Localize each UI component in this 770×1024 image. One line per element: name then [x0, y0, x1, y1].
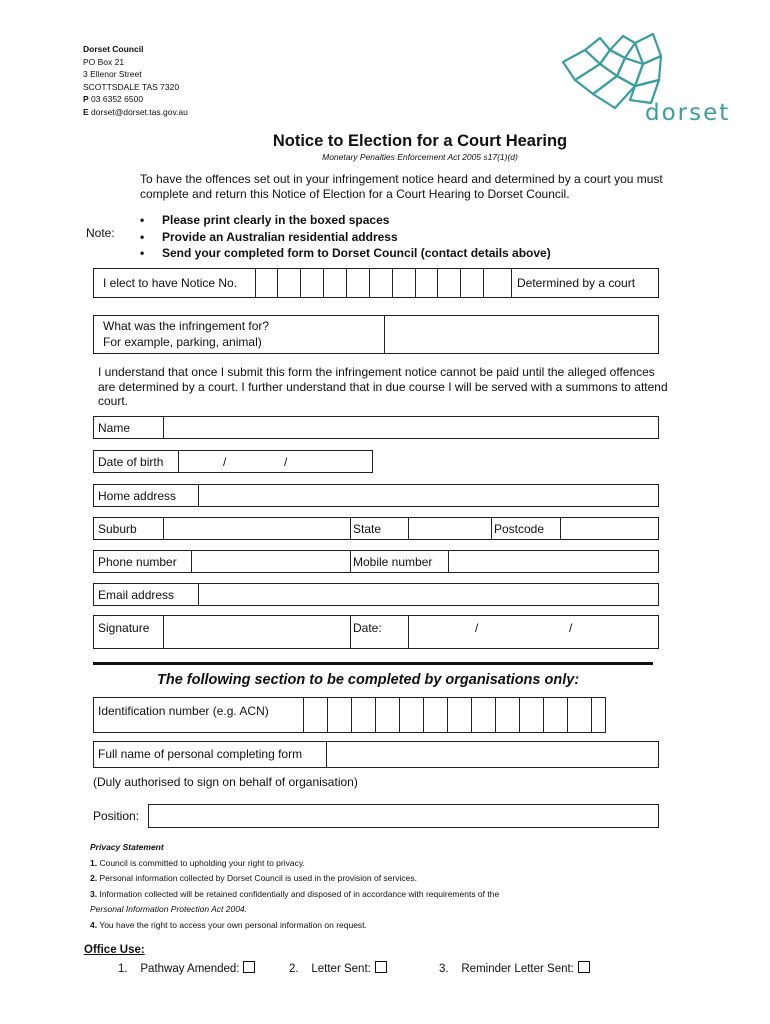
office-item-label: Pathway Amended:: [140, 963, 240, 975]
declaration-text: I understand that once I submit this form the infringement notice cannot be paid until the alleged offences are determined by a court. I further understand that in due course I will be served with a summons to attend court.: [98, 365, 668, 408]
notice-digit-box[interactable]: [460, 269, 483, 297]
postcode-label: Postcode: [494, 522, 545, 536]
phone-value: 03 6352 6500: [91, 94, 144, 104]
phone-prefix: P: [83, 94, 89, 104]
office-item-label: Reminder Letter Sent:: [461, 963, 574, 975]
email-value: dorset@dorset.tas.gov.au: [91, 106, 188, 117]
mobile-label: Mobile number: [353, 555, 433, 569]
notice-number-boxes: [255, 269, 512, 297]
notice-digit-box[interactable]: [369, 269, 392, 297]
org-id-digit-box[interactable]: [303, 698, 327, 732]
notice-suffix: Determined by a court: [517, 276, 636, 290]
note-item-text: Please print clearly in the boxed spaces: [162, 213, 390, 227]
postcode-input[interactable]: [560, 518, 660, 539]
signature-input[interactable]: [163, 616, 351, 648]
privacy-act: Personal Information Protection Act 2004.: [90, 904, 248, 914]
email-input[interactable]: [198, 584, 660, 605]
privacy-title: Privacy Statement: [90, 842, 164, 852]
notice-digit-box[interactable]: [415, 269, 438, 297]
phone-label: Phone number: [98, 555, 177, 569]
privacy-item-text: Information collected will be retained confidentially and disposed of in accordance with requirements of the: [99, 888, 500, 899]
address-city: SCOTTSDALE TAS 7320: [83, 81, 180, 92]
privacy-item: [90, 918, 690, 934]
intro-text: To have the offences set out in your infringement notice heard and determined by a court you must complete and return this Notice of Election for a Court Hearing to Dorset Council.: [140, 172, 663, 201]
position-input[interactable]: [148, 804, 659, 828]
signature-row: [93, 615, 659, 649]
address-phone: [83, 93, 188, 106]
letter-sent-checkbox[interactable]: [375, 961, 387, 973]
reminder-letter-checkbox[interactable]: [578, 961, 590, 973]
notice-digit-box[interactable]: [346, 269, 369, 297]
office-use-title: Office Use:: [84, 944, 145, 956]
name-label: Name: [98, 421, 131, 435]
address-street: 3 Ellenor Street: [83, 69, 142, 79]
section-divider: [93, 662, 653, 665]
org-id-digit-box[interactable]: [567, 698, 591, 732]
notice-number-row: [93, 268, 659, 298]
infringement-label-line: For example, parking, animal): [103, 335, 262, 349]
org-id-row: [93, 697, 606, 733]
infringement-label: [103, 318, 269, 350]
note-label: Note:: [86, 226, 115, 240]
name-input[interactable]: [163, 417, 660, 438]
email-prefix: E: [83, 106, 89, 117]
privacy-item-text: Personal information collected by Dorset Council is used in the provision of services.: [99, 873, 417, 883]
dob-input[interactable]: [178, 451, 374, 472]
note-list: [140, 212, 551, 262]
org-id-digit-box[interactable]: [423, 698, 447, 732]
infringement-row: [93, 315, 659, 354]
org-section-title: The following section to be completed by organisations only:: [157, 672, 580, 688]
dob-separator: /: [223, 455, 227, 469]
signature-label: Signature: [98, 621, 150, 635]
infringement-label-line: What was the infringement for?: [103, 319, 270, 333]
org-id-digit-box[interactable]: [375, 698, 399, 732]
suburb-label: Suburb: [98, 522, 137, 536]
note-label-text: Note: [86, 226, 112, 240]
privacy-item-text: You have the right to access your own personal information on request.: [99, 919, 367, 930]
council-address: [83, 43, 188, 118]
office-item-num: 2.: [289, 963, 299, 975]
notice-digit-box[interactable]: [300, 269, 323, 297]
org-id-digit-box[interactable]: [447, 698, 471, 732]
page-title: Notice to Election for a Court Hearing: [272, 132, 568, 150]
org-id-digit-box[interactable]: [591, 698, 615, 732]
notice-digit-box[interactable]: [483, 269, 512, 297]
phone-input[interactable]: [191, 551, 351, 572]
note-item-text: Provide an Australian residential address: [162, 229, 398, 244]
org-id-digit-box[interactable]: [351, 698, 375, 732]
privacy-statement: [90, 840, 690, 933]
org-id-digit-box[interactable]: [327, 698, 351, 732]
phone-row: [93, 550, 659, 573]
org-id-digit-box[interactable]: [543, 698, 567, 732]
page-subtitle: Monetary Penalties Enforcement Act 2005 s17(1)(d): [322, 152, 518, 162]
note-item: • Please print clearly in the boxed spaces: [140, 213, 390, 227]
dob-label: Date of birth: [98, 455, 164, 469]
org-authorised-note: (Duly authorised to sign on behalf of organisation): [93, 775, 358, 789]
home-address-input[interactable]: [198, 485, 660, 506]
mobile-input[interactable]: [448, 551, 660, 572]
date-label: Date:: [353, 621, 382, 635]
office-item-num: 1.: [118, 963, 128, 975]
logo-wordmark: dorset: [645, 100, 731, 126]
home-address-label: Home address: [98, 489, 177, 503]
org-fullname-label: Full name of personal completing form: [98, 747, 303, 761]
email-label: Email address: [98, 588, 175, 602]
org-id-digit-box[interactable]: [471, 698, 495, 732]
note-item-text: Send your completed form to Dorset Council (contact details above): [162, 246, 551, 260]
privacy-item-num: 1.: [90, 857, 98, 868]
org-id-digit-box[interactable]: [519, 698, 543, 732]
email-row: [93, 583, 659, 606]
notice-digit-box[interactable]: [277, 269, 300, 297]
notice-digit-box[interactable]: [323, 269, 346, 297]
note-item: • Provide an Australian residential address: [140, 229, 398, 244]
notice-digit-box[interactable]: [392, 269, 415, 297]
date-separator: /: [475, 621, 479, 635]
org-id-boxes: [303, 698, 615, 732]
suburb-input[interactable]: [163, 518, 351, 539]
home-address-row: [93, 484, 659, 507]
notice-label: I elect to have Notice No.: [103, 276, 238, 290]
office-item: [289, 961, 387, 975]
note-item: • Send your completed form to Dorset Council (contact details above): [140, 246, 551, 260]
date-separator: /: [569, 621, 573, 635]
privacy-item: [90, 871, 690, 887]
org-id-label: Identification number (e.g. ACN): [98, 704, 269, 718]
notice-digit-box[interactable]: [255, 269, 277, 297]
date-input[interactable]: [408, 616, 660, 648]
address-email: [83, 106, 188, 119]
privacy-item: [90, 887, 690, 903]
address-po-box: PO Box 21: [83, 56, 125, 67]
address-org: Dorset Council: [83, 44, 144, 54]
office-item-label: Letter Sent:: [311, 963, 371, 975]
notice-digit-box[interactable]: [437, 269, 460, 297]
infringement-input[interactable]: [384, 316, 660, 353]
office-item-num: 3.: [439, 963, 449, 975]
dob-row: [93, 450, 373, 473]
suburb-row: [93, 517, 659, 540]
office-item: [439, 961, 590, 975]
org-id-digit-box[interactable]: [399, 698, 423, 732]
org-fullname-row: [93, 741, 659, 768]
dob-separator: /: [284, 455, 288, 469]
pathway-amended-checkbox[interactable]: [243, 961, 255, 973]
name-row: [93, 416, 659, 439]
privacy-item-text: Council is committed to upholding your right to privacy.: [99, 857, 305, 868]
state-label: State: [353, 522, 382, 536]
privacy-item-num: 4.: [90, 919, 98, 930]
privacy-item: [90, 856, 690, 872]
org-id-digit-box[interactable]: [495, 698, 519, 732]
privacy-item-num: 3.: [90, 888, 98, 899]
state-input[interactable]: [408, 518, 492, 539]
privacy-item-num: 2.: [90, 873, 98, 883]
office-item: [118, 961, 255, 975]
position-label: Position:: [93, 809, 140, 823]
org-fullname-input[interactable]: [326, 742, 660, 767]
